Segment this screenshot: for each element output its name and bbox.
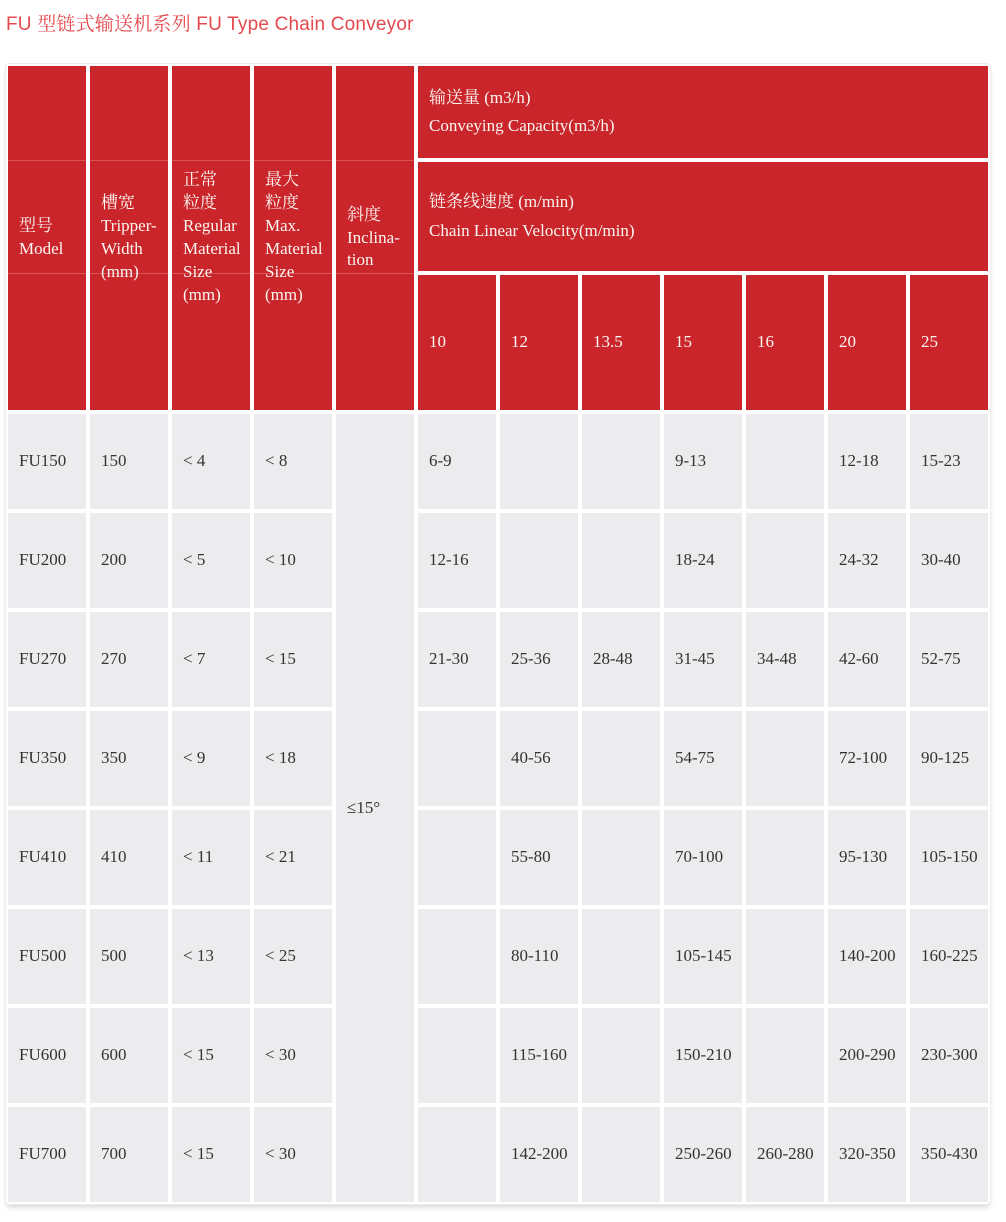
capacity-cell: 9-13	[664, 414, 742, 509]
capacity-cell	[746, 414, 824, 509]
width-cell: 350	[90, 711, 168, 806]
capacity-cell: 105-145	[664, 909, 742, 1004]
capacity-cell	[582, 414, 660, 509]
capacity-cell: 12-18	[828, 414, 906, 509]
model-cell: FU150	[8, 414, 86, 509]
capacity-cell	[418, 1008, 496, 1103]
capacity-cell	[746, 1008, 824, 1103]
capacity-cell	[418, 810, 496, 905]
width-cell: 500	[90, 909, 168, 1004]
capacity-cell	[746, 711, 824, 806]
header-tripper-width-zh: 槽宽	[101, 193, 135, 213]
max-size-cell: < 18	[254, 711, 332, 806]
header-model-zh: 型号	[19, 216, 53, 236]
header-regular-size-en: Regular Material Size (mm)	[183, 216, 241, 304]
header-conveying-capacity-en: Conveying Capacity(m3/h)	[429, 116, 615, 135]
model-cell: FU500	[8, 909, 86, 1004]
capacity-cell	[418, 909, 496, 1004]
header-speed-20: 20	[828, 275, 906, 410]
regular-size-cell: < 7	[172, 612, 250, 707]
capacity-cell: 54-75	[664, 711, 742, 806]
capacity-cell	[582, 711, 660, 806]
width-cell: 700	[90, 1107, 168, 1202]
capacity-cell: 160-225	[910, 909, 988, 1004]
regular-size-cell: < 9	[172, 711, 250, 806]
capacity-cell: 6-9	[418, 414, 496, 509]
regular-size-cell: < 11	[172, 810, 250, 905]
capacity-cell: 42-60	[828, 612, 906, 707]
capacity-cell: 90-125	[910, 711, 988, 806]
capacity-cell	[582, 909, 660, 1004]
header-tripper-width	[90, 66, 168, 410]
capacity-cell: 230-300	[910, 1008, 988, 1103]
capacity-cell: 142-200	[500, 1107, 578, 1202]
capacity-cell: 70-100	[664, 810, 742, 905]
capacity-cell: 55-80	[500, 810, 578, 905]
max-size-cell: < 15	[254, 612, 332, 707]
capacity-cell: 95-130	[828, 810, 906, 905]
max-size-cell: < 21	[254, 810, 332, 905]
width-cell: 200	[90, 513, 168, 608]
header-max-size	[254, 66, 332, 410]
header-chain-velocity	[418, 162, 988, 271]
capacity-cell	[500, 513, 578, 608]
capacity-cell: 30-40	[910, 513, 988, 608]
regular-size-cell: < 15	[172, 1008, 250, 1103]
header-speed-15: 15	[664, 275, 742, 410]
header-conveying-capacity-zh: 输送量 (m3/h)	[429, 87, 531, 107]
capacity-cell	[746, 909, 824, 1004]
header-chain-velocity-en: Chain Linear Velocity(m/min)	[429, 220, 635, 240]
regular-size-cell: < 5	[172, 513, 250, 608]
regular-size-cell: < 4	[172, 414, 250, 509]
capacity-cell: 72-100	[828, 711, 906, 806]
max-size-cell: < 30	[254, 1008, 332, 1103]
model-cell: FU350	[8, 711, 86, 806]
page-title: FU 型链式输送机系列 FU Type Chain Conveyor	[6, 14, 414, 35]
capacity-cell: 250-260	[664, 1107, 742, 1202]
capacity-cell: 320-350	[828, 1107, 906, 1202]
header-speed-13-5: 13.5	[582, 275, 660, 410]
capacity-cell	[582, 513, 660, 608]
header-max-size-en: Max. Material Size (mm)	[265, 216, 323, 304]
capacity-cell: 115-160	[500, 1008, 578, 1103]
header-inclination	[336, 66, 414, 410]
regular-size-cell: < 15	[172, 1107, 250, 1202]
capacity-cell: 105-150	[910, 810, 988, 905]
capacity-cell: 200-290	[828, 1008, 906, 1103]
capacity-cell: 52-75	[910, 612, 988, 707]
header-regular-size	[172, 66, 250, 410]
capacity-cell	[746, 513, 824, 608]
regular-size-cell: < 13	[172, 909, 250, 1004]
header-inclination-en: Inclina-tion	[347, 227, 400, 270]
header-regular-size-zh: 正常粒度	[183, 170, 217, 213]
header-speed-10: 10	[418, 275, 496, 410]
capacity-cell: 80-110	[500, 909, 578, 1004]
inclination-value-cell: ≤15°	[336, 414, 414, 1202]
capacity-cell: 260-280	[746, 1107, 824, 1202]
capacity-cell: 21-30	[418, 612, 496, 707]
max-size-cell: < 25	[254, 909, 332, 1004]
header-tripper-width-en: Tripper-Width (mm)	[101, 216, 157, 281]
header-max-size-zh: 最大粒度	[265, 170, 299, 213]
header-model	[8, 66, 86, 410]
capacity-cell	[582, 810, 660, 905]
capacity-cell	[418, 1107, 496, 1202]
capacity-cell: 40-56	[500, 711, 578, 806]
capacity-cell: 140-200	[828, 909, 906, 1004]
header-conveying-capacity	[418, 66, 988, 158]
width-cell: 150	[90, 414, 168, 509]
capacity-cell: 25-36	[500, 612, 578, 707]
model-cell: FU600	[8, 1008, 86, 1103]
capacity-cell: 31-45	[664, 612, 742, 707]
width-cell: 270	[90, 612, 168, 707]
capacity-cell: 24-32	[828, 513, 906, 608]
max-size-cell: < 30	[254, 1107, 332, 1202]
capacity-cell: 34-48	[746, 612, 824, 707]
capacity-cell: 350-430	[910, 1107, 988, 1202]
capacity-cell	[582, 1107, 660, 1202]
capacity-cell	[500, 414, 578, 509]
capacity-cell	[418, 711, 496, 806]
capacity-cell: 28-48	[582, 612, 660, 707]
header-chain-velocity-zh: 链条线速度 (m/min)	[429, 192, 574, 212]
capacity-cell	[582, 1008, 660, 1103]
max-size-cell: < 10	[254, 513, 332, 608]
capacity-cell	[746, 810, 824, 905]
capacity-cell: 150-210	[664, 1008, 742, 1103]
model-cell: FU700	[8, 1107, 86, 1202]
model-cell: FU270	[8, 612, 86, 707]
capacity-cell: 18-24	[664, 513, 742, 608]
header-model-en: Model	[19, 239, 64, 258]
capacity-cell: 12-16	[418, 513, 496, 608]
model-cell: FU410	[8, 810, 86, 905]
width-cell: 600	[90, 1008, 168, 1103]
width-cell: 410	[90, 810, 168, 905]
header-speed-25: 25	[910, 275, 988, 410]
max-size-cell: < 8	[254, 414, 332, 509]
header-inclination-zh: 斜度	[347, 204, 381, 224]
fu-conveyor-spec-table	[5, 63, 991, 1205]
header-speed-16: 16	[746, 275, 824, 410]
header-speed-12: 12	[500, 275, 578, 410]
model-cell: FU200	[8, 513, 86, 608]
capacity-cell: 15-23	[910, 414, 988, 509]
